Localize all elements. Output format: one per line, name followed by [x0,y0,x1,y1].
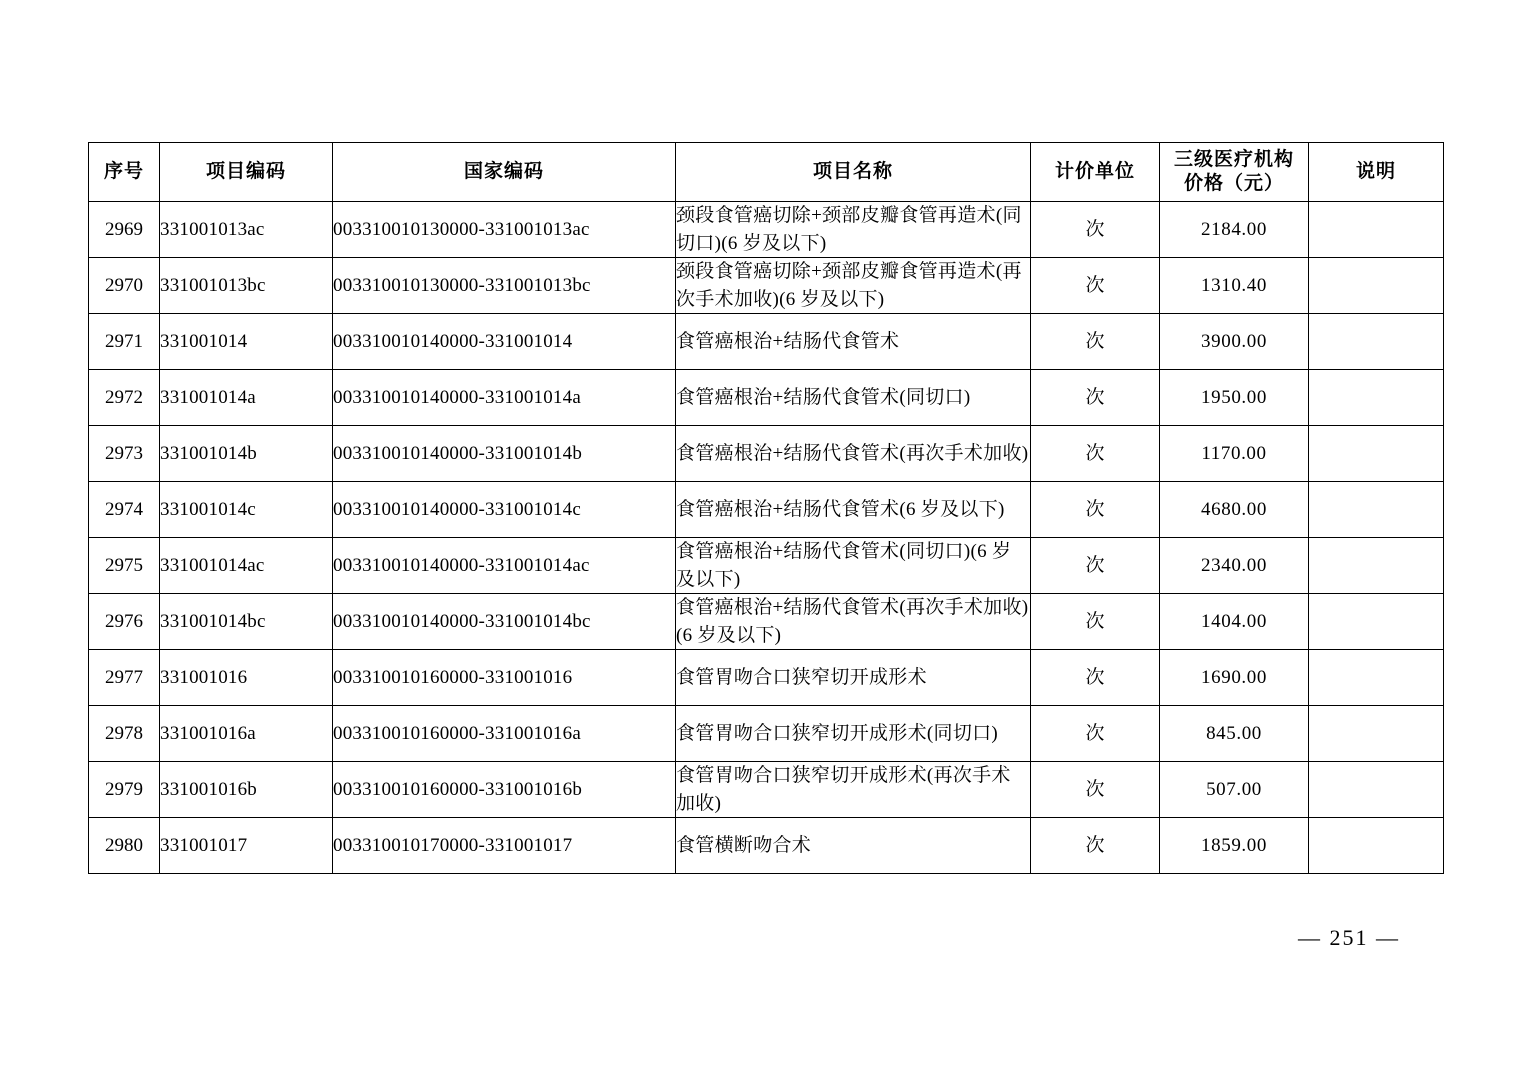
cell-national-code: 003310010130000-331001013bc [333,258,676,314]
cell-item-code: 331001014ac [160,538,333,594]
cell-unit: 次 [1031,202,1160,258]
cell-note [1309,202,1444,258]
cell-seq: 2970 [89,258,160,314]
cell-price: 4680.00 [1160,482,1309,538]
cell-price: 1690.00 [1160,650,1309,706]
cell-price: 2340.00 [1160,538,1309,594]
cell-item-name: 食管癌根治+结肠代食管术 [676,314,1031,370]
cell-note [1309,258,1444,314]
cell-unit: 次 [1031,426,1160,482]
cell-unit: 次 [1031,818,1160,874]
cell-item-code: 331001014a [160,370,333,426]
column-header-price-line1: 三级医疗机构 [1173,149,1294,171]
column-header-unit: 计价单位 [1031,143,1160,202]
table-row [89,650,1444,706]
cell-price: 845.00 [1160,706,1309,762]
cell-item-name: 食管胃吻合口狭窄切开成形术 [676,650,1031,706]
cell-note [1309,594,1444,650]
cell-national-code: 003310010170000-331001017 [333,818,676,874]
cell-item-name: 食管横断吻合术 [676,818,1031,874]
cell-seq: 2980 [89,818,160,874]
cell-item-code: 331001016a [160,706,333,762]
cell-note [1309,818,1444,874]
table-row [89,594,1444,650]
table-header [89,143,1444,202]
table-row [89,370,1444,426]
table-row [89,482,1444,538]
table-row [89,538,1444,594]
cell-item-code: 331001017 [160,818,333,874]
cell-item-name: 颈段食管癌切除+颈部皮瓣食管再造术(同切口)(6 岁及以下) [676,202,1031,258]
cell-unit: 次 [1031,650,1160,706]
cell-seq: 2977 [89,650,160,706]
cell-unit: 次 [1031,314,1160,370]
medical-price-table [88,142,1444,874]
cell-item-name: 食管癌根治+结肠代食管术(6 岁及以下) [676,482,1031,538]
table-row [89,202,1444,258]
cell-item-code: 331001013bc [160,258,333,314]
cell-item-code: 331001016b [160,762,333,818]
cell-item-name: 颈段食管癌切除+颈部皮瓣食管再造术(再次手术加收)(6 岁及以下) [676,258,1031,314]
cell-national-code: 003310010140000-331001014bc [333,594,676,650]
cell-seq: 2975 [89,538,160,594]
cell-seq: 2973 [89,426,160,482]
cell-unit: 次 [1031,258,1160,314]
cell-price: 1310.40 [1160,258,1309,314]
cell-note [1309,706,1444,762]
cell-national-code: 003310010160000-331001016 [333,650,676,706]
table-row [89,314,1444,370]
cell-unit: 次 [1031,370,1160,426]
cell-unit: 次 [1031,482,1160,538]
cell-item-code: 331001014b [160,426,333,482]
cell-price: 2184.00 [1160,202,1309,258]
cell-unit: 次 [1031,538,1160,594]
cell-item-name: 食管癌根治+结肠代食管术(再次手术加收)(6 岁及以下) [676,594,1031,650]
cell-seq: 2969 [89,202,160,258]
cell-note [1309,650,1444,706]
cell-national-code: 003310010140000-331001014b [333,426,676,482]
cell-seq: 2972 [89,370,160,426]
cell-item-name: 食管胃吻合口狭窄切开成形术(再次手术加收) [676,762,1031,818]
column-header-item-name: 项目名称 [676,143,1031,202]
cell-national-code: 003310010130000-331001013ac [333,202,676,258]
table-row [89,426,1444,482]
cell-unit: 次 [1031,706,1160,762]
cell-seq: 2979 [89,762,160,818]
cell-seq: 2971 [89,314,160,370]
cell-unit: 次 [1031,594,1160,650]
table-body [89,202,1444,874]
cell-note [1309,314,1444,370]
column-header-note: 说明 [1309,143,1444,202]
cell-national-code: 003310010160000-331001016a [333,706,676,762]
cell-price: 507.00 [1160,762,1309,818]
cell-seq: 2976 [89,594,160,650]
cell-price: 1950.00 [1160,370,1309,426]
cell-price: 1404.00 [1160,594,1309,650]
column-header-national-code: 国家编码 [333,143,676,202]
cell-national-code: 003310010140000-331001014a [333,370,676,426]
cell-seq: 2978 [89,706,160,762]
table-row [89,258,1444,314]
cell-price: 1859.00 [1160,818,1309,874]
cell-note [1309,370,1444,426]
page-number: — 251 — [1298,925,1400,950]
cell-national-code: 003310010140000-331001014 [333,314,676,370]
cell-item-name: 食管癌根治+结肠代食管术(同切口) [676,370,1031,426]
table-row [89,706,1444,762]
cell-national-code: 003310010140000-331001014ac [333,538,676,594]
cell-item-name: 食管胃吻合口狭窄切开成形术(同切口) [676,706,1031,762]
table-row [89,818,1444,874]
cell-national-code: 003310010140000-331001014c [333,482,676,538]
cell-item-code: 331001013ac [160,202,333,258]
cell-price: 1170.00 [1160,426,1309,482]
cell-note [1309,538,1444,594]
cell-item-code: 331001014 [160,314,333,370]
cell-item-name: 食管癌根治+结肠代食管术(同切口)(6 岁及以下) [676,538,1031,594]
cell-price: 3900.00 [1160,314,1309,370]
cell-note [1309,482,1444,538]
cell-item-code: 331001014c [160,482,333,538]
table-header-row [89,143,1444,202]
table-row [89,762,1444,818]
cell-item-code: 331001016 [160,650,333,706]
column-header-price [1160,143,1309,202]
cell-national-code: 003310010160000-331001016b [333,762,676,818]
cell-seq: 2974 [89,482,160,538]
cell-note [1309,426,1444,482]
cell-item-name: 食管癌根治+结肠代食管术(再次手术加收) [676,426,1031,482]
column-header-seq: 序号 [89,143,160,202]
column-header-item-code: 项目编码 [160,143,333,202]
column-header-price-line2: 价格（元） [1183,173,1284,194]
cell-item-code: 331001014bc [160,594,333,650]
cell-unit: 次 [1031,762,1160,818]
cell-note [1309,762,1444,818]
